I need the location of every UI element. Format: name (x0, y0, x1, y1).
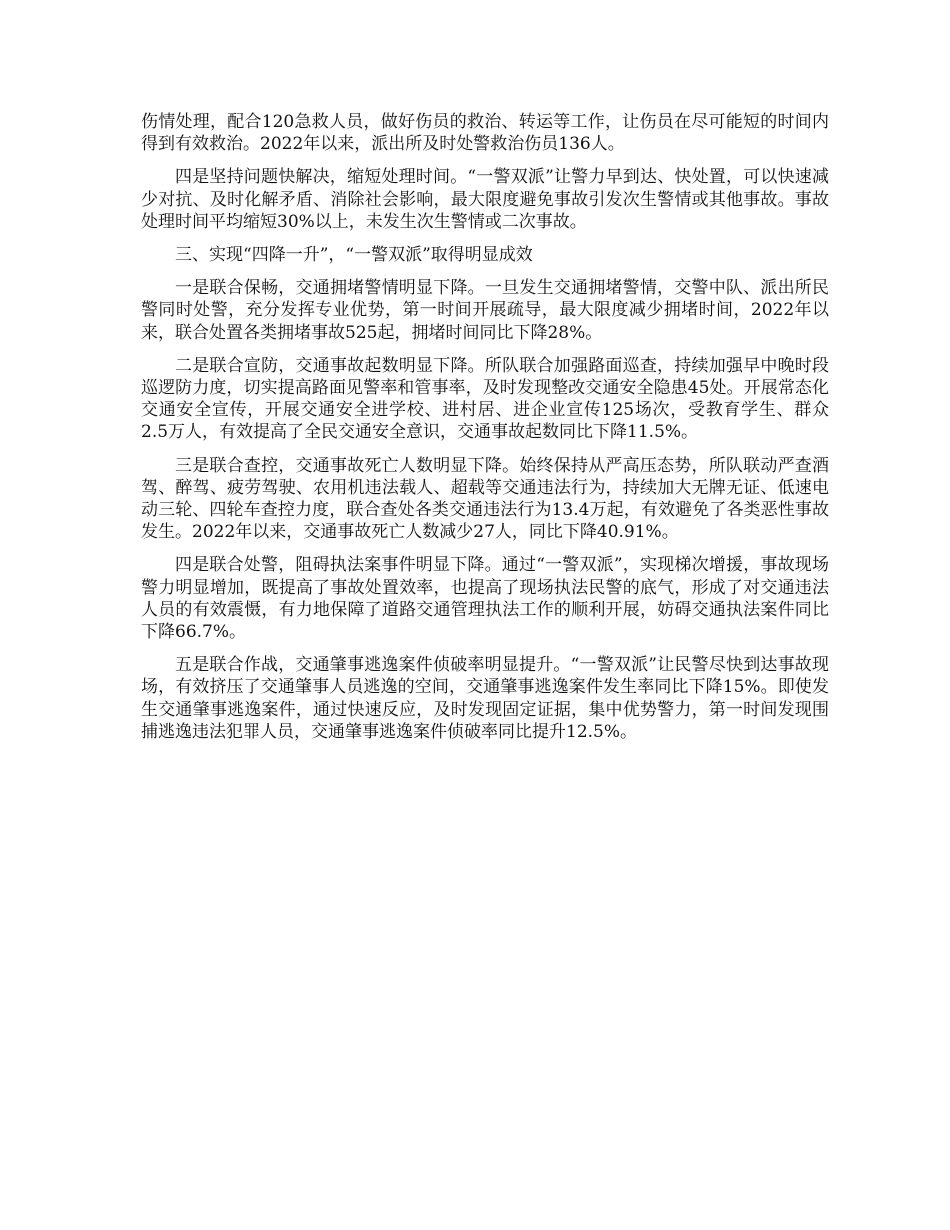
paragraph-injury-handling: 伤情处理，配合120急救人员，做好伤员的救治、转运等工作，让伤员在尽可能短的时间内得到有效救治。2022年以来，派出所及时处警救治伤员136人。 (141, 112, 829, 155)
paragraph-joint-response: 四是联合处警，阻碍执法案事件明显下降。通过“一警双派”，实现梯次增援，事故现场警力明显增加，既提高了事故处置效率，也提高了现场执法民警的底气，形成了对交通违法人员的有效震慑，有力地保障了道路交通管理执法工作的顺利开展，妨碍交通执法案件同比下降66.7%。 (141, 555, 829, 643)
section-heading-four-down-one-up: 三、实现“四降一升”，“一警双派”取得明显成效 (175, 245, 533, 266)
paragraph-point-four-quick-resolution: 四是坚持问题快解决，缩短处理时间。“一警双派”让警力早到达、快处置，可以快速减少对抗、及时化解矛盾、消除社会影响，最大限度避免事故引发次生警情或其他事故。事故处理时间平均缩短30%以上，未发生次生警情或二次事故。 (141, 167, 829, 232)
paragraph-joint-prevention: 二是联合宣防，交通事故起数明显下降。所队联合加强路面巡查，持续加强早中晚时段巡逻防力度，切实提高路面见警率和管事率，及时发现整改交通安全隐患45处。开展常态化交通安全宣传，开展交通安全进学校、进村居、进企业宣传125场次，受教育学生、群众2.5万人，有效提高了全民交通安全意识，交通事故起数同比下降11.5%。 (141, 355, 829, 443)
document-body (141, 111, 829, 754)
paragraph-joint-inspection: 三是联合查控，交通事故死亡人数明显下降。始终保持从严高压态势，所队联动严查酒驾、醉驾、疲劳驾驶、农用机违法载人、超载等交通违法行为，持续加大无牌无证、低速电动三轮、四轮车查控力度，联合查处各类交通违法行为13.4万起，有效避免了各类恶性事故发生。2022年以来，交通事故死亡人数减少27人，同比下降40.91%。 (141, 455, 829, 543)
paragraph-joint-traffic-flow: 一是联合保畅，交通拥堵警情明显下降。一旦发生交通拥堵警情，交警中队、派出所民警同时处警，充分发挥专业优势，第一时间开展疏导，最大限度减少拥堵时间，2022年以来，联合处置各类拥堵事故525起，拥堵时间同比下降28%。 (141, 278, 829, 343)
paragraph-joint-operations: 五是联合作战，交通肇事逃逸案件侦破率明显提升。“一警双派”让民警尽快到达事故现场，有效挤压了交通肇事人员逃逸的空间，交通肇事逃逸案件发生率同比下降15%。即使发生交通肇事逃逸案件，通过快速反应，及时发现固定证据，集中优势警力，第一时间发现围捕逃逸违法犯罪人员，交通肇事逃逸案件侦破率同比提升12.5%。 (141, 655, 829, 742)
